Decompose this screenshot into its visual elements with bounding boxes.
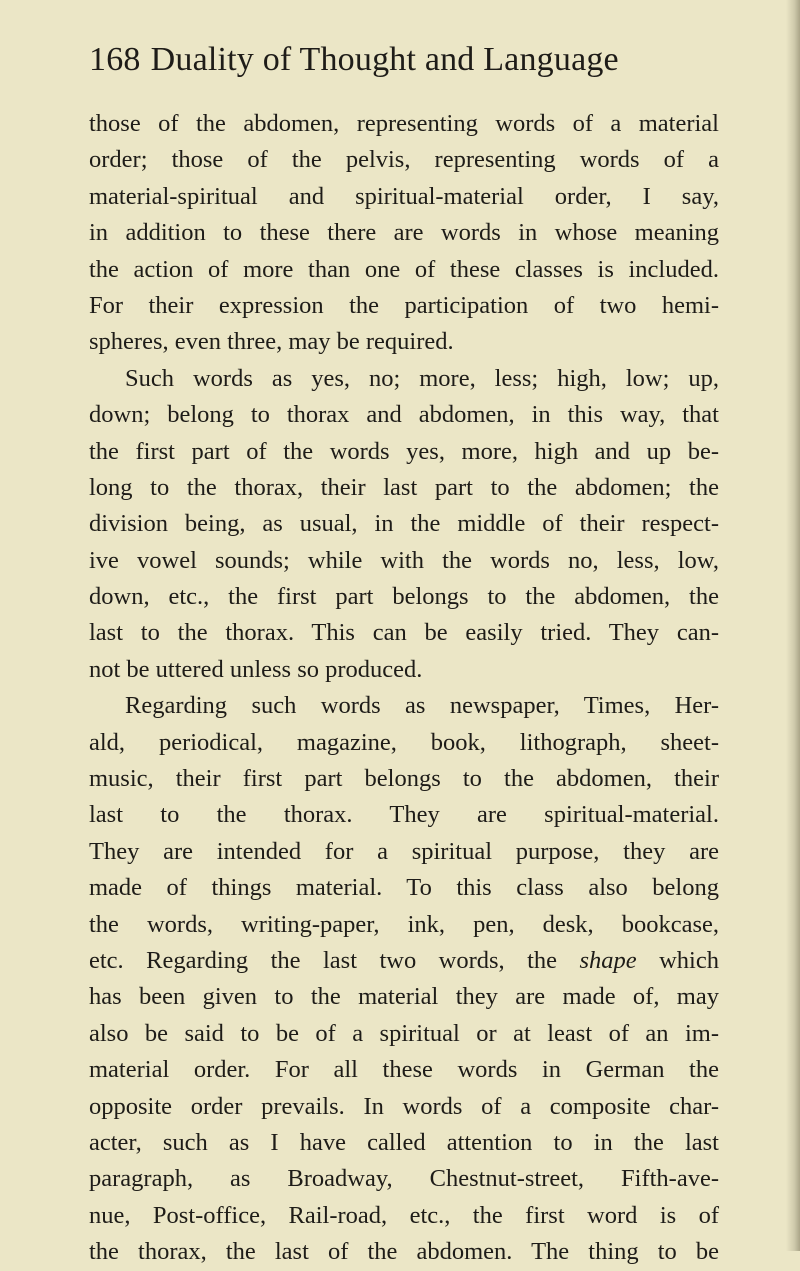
text-line: those of the abdomen, representing words of a material	[89, 110, 719, 137]
text-line: long to the thorax, their last part to the abdomen; the	[89, 473, 719, 501]
text-line: acter, such as I have called attention to in the last	[89, 1128, 719, 1156]
running-title: Duality of Thought and Language	[150, 41, 619, 78]
text-line: Regarding such words as newspaper, Times, Her-	[125, 692, 719, 720]
text-segment: etc. Regarding the last two words, the	[89, 946, 580, 974]
text-line: material-spiritual and spiritual-material order, I say,	[89, 182, 719, 210]
body-text	[89, 106, 719, 1271]
text-line: ive vowel sounds; while with the words no, less, low,	[89, 546, 719, 574]
text-line: last to the thorax. They are spiritual-material.	[89, 801, 719, 829]
text-line: For their expression the participation of two hemi-	[89, 291, 719, 319]
text-line: the first part of the words yes, more, high and up be-	[89, 437, 719, 465]
text-segment: which	[636, 946, 719, 974]
text-line: down; belong to thorax and abdomen, in this way, that	[89, 401, 719, 429]
text-line: the action of more than one of these classes is included.	[89, 255, 719, 283]
page-number: 168	[89, 41, 141, 78]
text-line: material order. For all these words in German the	[89, 1056, 719, 1084]
text-line: not be uttered unless so produced.	[89, 655, 423, 683]
text-line: in addition to these there are words in whose meaning	[89, 219, 719, 247]
text-line: opposite order prevails. In words of a composite char-	[89, 1092, 719, 1120]
text-line: nue, Post-office, Rail-road, etc., the first word is of	[89, 1201, 719, 1229]
text-line: the thorax, the last of the abdomen. The thing to be	[89, 1238, 719, 1266]
text-line: down, etc., the first part belongs to the abdomen, the	[89, 583, 719, 611]
text-line: paragraph, as Broadway, Chestnut-street, Fifth-ave-	[89, 1165, 719, 1193]
text-line: ald, periodical, magazine, book, lithograph, sheet-	[89, 728, 719, 756]
page-edge-shadow	[786, 0, 800, 1251]
text-line: also be said to be of a spiritual or at least of an im-	[89, 1019, 719, 1047]
text-line: spheres, even three, may be required.	[89, 328, 454, 356]
text-line: music, their first part belongs to the abdomen, their	[89, 765, 719, 793]
text-line: division being, as usual, in the middle of their respect-	[89, 510, 719, 538]
text-line: last to the thorax. This can be easily tried. They can-	[89, 619, 719, 647]
text-line: order; those of the pelvis, representing words of a	[89, 146, 719, 174]
italic-word: shape	[579, 946, 637, 974]
text-line: the words, writing-paper, ink, pen, desk, bookcase,	[89, 910, 719, 938]
text-line: Such words as yes, no; more, less; high, low; up,	[125, 364, 719, 392]
text-line: They are intended for a spiritual purpose, they are	[89, 837, 719, 865]
running-header	[89, 38, 619, 82]
text-line-with-italic	[89, 943, 719, 979]
text-line: has been given to the material they are made of, may	[89, 983, 719, 1011]
text-line: made of things material. To this class also belong	[89, 874, 719, 902]
